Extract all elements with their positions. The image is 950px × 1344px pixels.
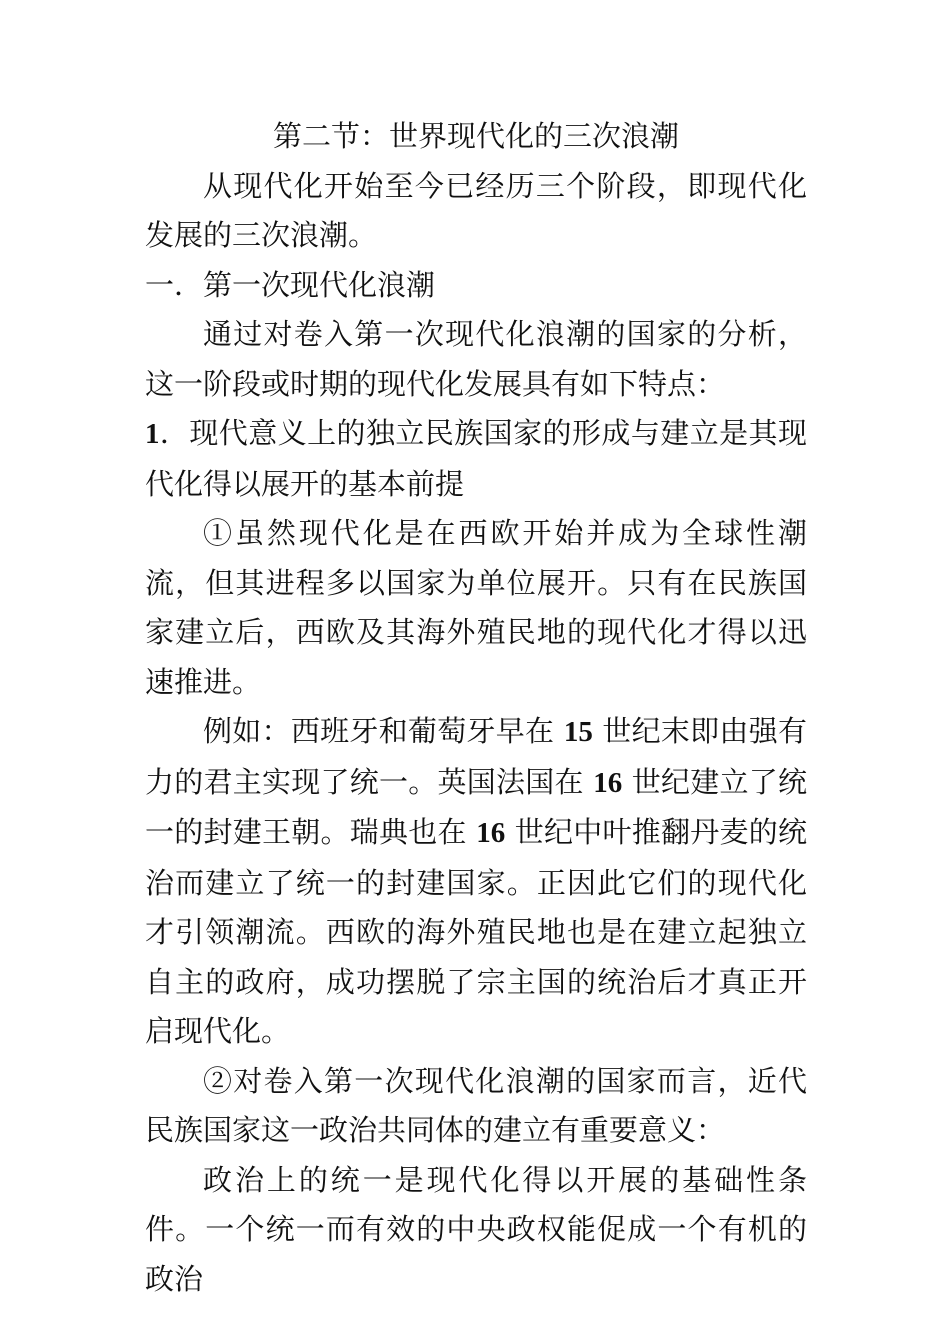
paragraph-political-unity: 政治上的统一是现代化得以开展的基础性条件。一个统一而有效的中央政权能促成一个有机的政治 [145,1162,807,1296]
document-page [145,112,807,1304]
example-number-15: 15 [563,716,593,748]
example-paragraph [145,707,807,1057]
example-text-3: 世纪建立了统一的封建王朝。瑞典也在 [145,764,807,849]
intro-paragraph: 从现代化开始至今已经历三个阶段，即现代化发展的三次浪潮。 [145,168,807,252]
section-intro-paragraph: 通过对卷入第一次现代化浪潮的国家的分析，这一阶段或时期的现代化发展具有如下特点： [145,317,807,401]
example-number-16a: 16 [593,766,623,799]
section-title: 第二节：世界现代化的三次浪潮 [272,119,679,153]
paragraph-circle-1: ①虽然现代化是在西欧开始并成为全球性潮流，但其进程多以国家为单位展开。只有在民族国家建立后，西欧及其海外殖民地的现代化才得以迅速推进。 [145,516,807,699]
paragraph-circle-2: ②对卷入第一次现代化浪潮的国家而言，近代民族国家这一政治共同体的建立有重要意义： [145,1063,807,1147]
point-1-number: 1 [145,418,160,450]
section-heading-first-wave: 一．第一次现代化浪潮 [145,267,436,302]
example-number-16b: 16 [476,817,506,849]
point-1-heading [145,409,807,509]
example-text-1: 例如：西班牙和葡萄牙早在 [203,714,564,748]
example-text-2: 世纪末即由强有力的君主实现了统一。英国法国在 [145,714,807,799]
point-1-text: ．现代意义上的独立民族国家的形成与建立是其现代化得以展开的基本前提 [145,416,807,501]
example-text-4: 世纪中叶推翻丹麦的统治而建立了统一的封建国家。正因此它们的现代化才引领潮流。西欧的海外殖民地也是在建立起独立自主的政府，成功摆脱了宗主国的统治后才真正开启现代化。 [145,815,808,1048]
